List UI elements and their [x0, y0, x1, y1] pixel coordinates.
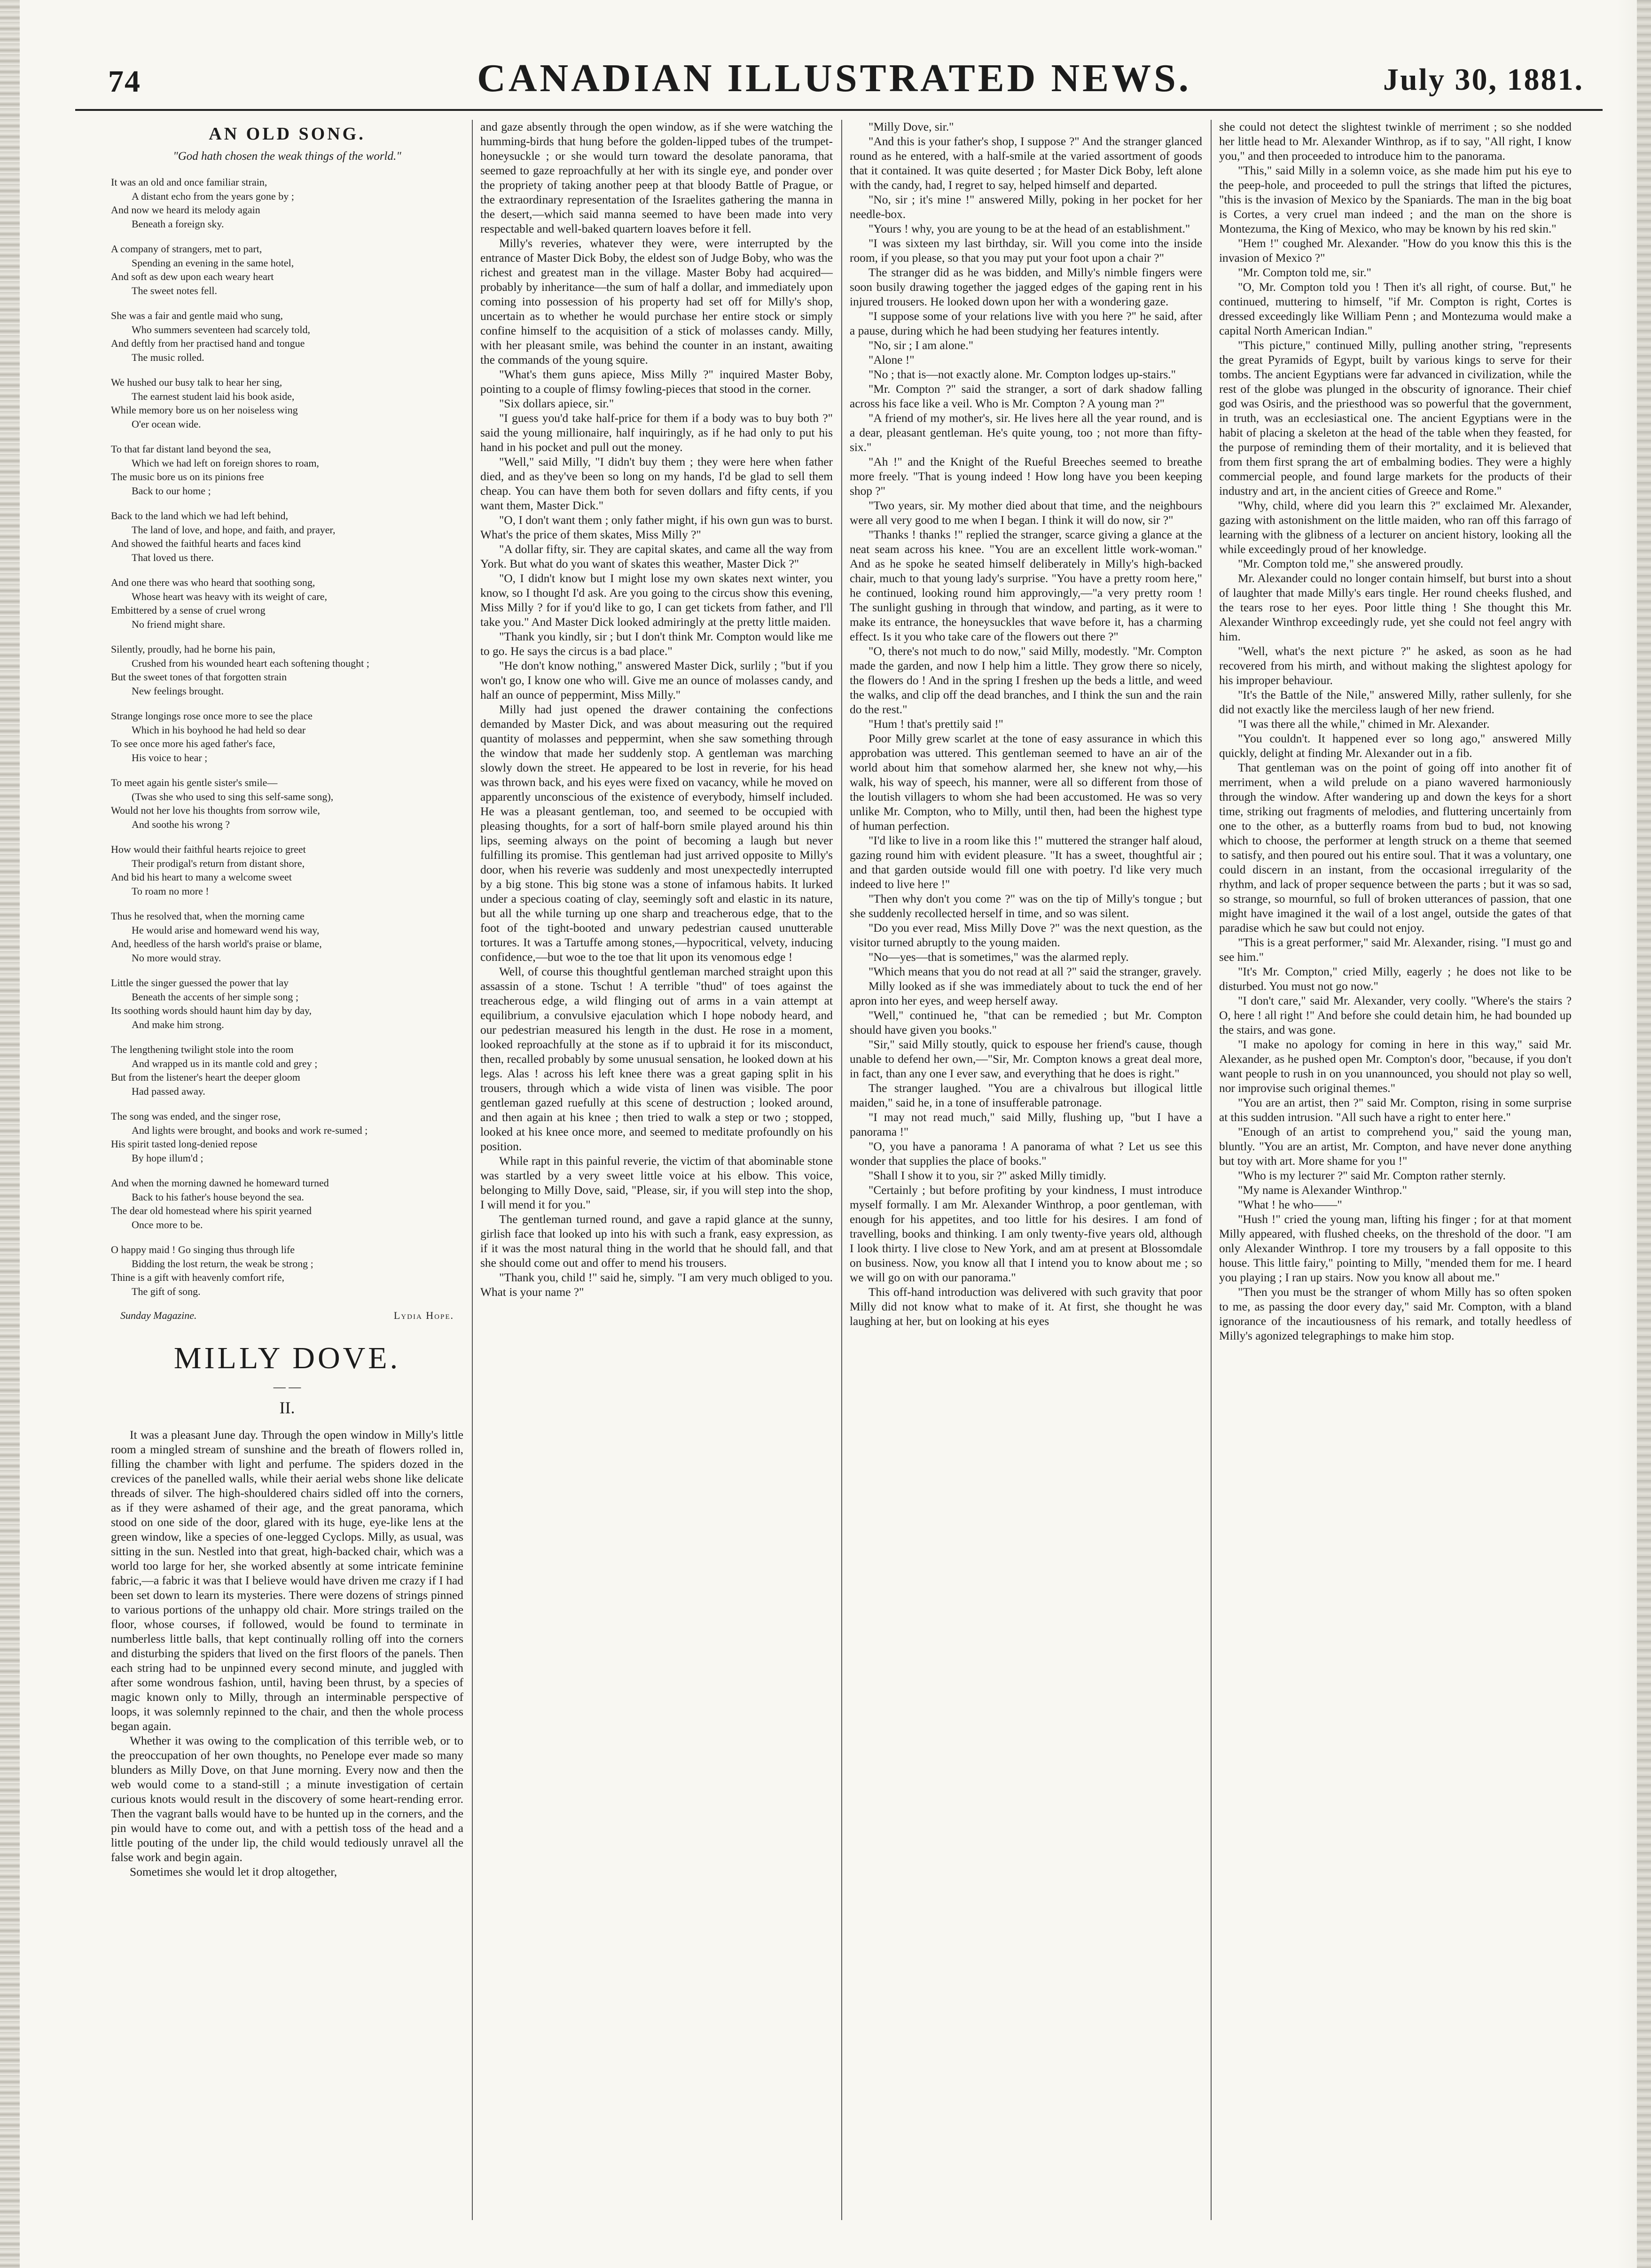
story-paragraph: "It's Mr. Compton," cried Milly, eagerly ; he does not like to be disturbed. You must not go now." — [1219, 965, 1572, 993]
poem-line: And wrapped us in its mantle cold and grey ; — [132, 1057, 318, 1069]
story-paragraph: "A friend of my mother's, sir. He lives here all the year round, and is a dear, pleasant gentleman. He's quite young, too ; not more than fifty-six." — [850, 412, 1202, 454]
story-paragraph: and gaze absently through the open window, as if she were watching the humming-birds that hung before the golden-lipped tubes of the trumpet-honeysuckle ; or she would turn toward the desolate panorama, that seemed to gaze reproachfully at her with its single eye, and ponder over the propriety of taking another peep at that bloody Battle of Prague, or the extraordinary representation of the Israelites gathering the manna in the desert,—which said manna seemed to have been made into very respectable and well-baked quartern loaves before it fell. — [480, 120, 833, 235]
story-paragraph: Well, of course this thoughtful gentleman marched straight upon this assassin of a stone. Tschut ! A terrible "thud" of toes against the treacherous edge, a wild flinging out of arms in a vain attempt at equilibrium, a convulsive ejaculation which I hope nobody heard, and our pedestrian measured his length in the dust. He rose in a moment, looked reproachfully at the stone as if to upbraid it for its misconduct, then, recalled probably by some unusual sensation, he looked down at his legs. Alas ! across his left knee there was a great gaping split in his trousers, through which a wide vista of linen was visible. The poor gentleman gazed ruefully at this scene of destruction ; looked around, and then again at his knee ; then tried to walk a step or two ; stopped, looked at his knee once more, and seemed to meditate profoundly on his position. — [480, 965, 833, 1153]
story-paragraph: Poor Milly grew scarlet at the tone of easy assurance in which this approbation was uttered. This gentleman seemed to have an air of the world about him that somehow alarmed her, she knew not why,—his walk, his way of speech, his manner, were all so different from those of the loutish villagers to whom she had been accustomed. He was so very unlike Mr. Compton, who to Milly, until then, had been the highest type of human perfection. — [850, 732, 1202, 833]
poem-line: The music bore us on its pinions free — [111, 471, 264, 483]
poem-line: We hushed our busy talk to hear her sing, — [111, 376, 282, 388]
poem-line: Once more to be. — [132, 1218, 203, 1231]
story-paragraph: "I'd like to live in a room like this !" muttered the stranger half aloud, gazing round him with evident pleasure. "It has a sweet, thoughtful air ; and that garden outside would fill one with poetry. I'd like very much indeed to live here !" — [850, 834, 1202, 891]
poem-line: Who summers seventeen had scarcely told, — [132, 323, 310, 335]
story-paragraph: "This," said Milly in a solemn voice, as she made him put his eye to the peep-hole, and proceeded to pull the strings that lifted the pictures, "this is the invasion of Mexico by the Spaniards. The man in the big boat is Cortes, a very cruel man indeed ; and the man on the shore is Montezuma, the King of Mexico, who may be known by his red skin." — [1219, 164, 1572, 235]
poem-line: That loved us there. — [132, 551, 214, 563]
story-paragraph: "My name is Alexander Winthrop." — [1238, 1184, 1407, 1197]
column-divider — [841, 120, 842, 2220]
story-text-column-2 — [480, 120, 833, 2239]
page-number: 74 — [108, 64, 141, 99]
story-paragraph: "I suppose some of your relations live with you here ?" he said, after a pause, during which he had been studying her features intently. — [850, 310, 1202, 337]
poem-line: To meet again his gentle sister's smile— — [111, 777, 278, 788]
story-paragraph: "Hem !" coughed Mr. Alexander. "How do you know this this is the invasion of Mexico ?" — [1219, 237, 1572, 265]
story-paragraph: "Well," said Milly, "I didn't buy them ; they were here when father died, and as they've been so long on my hands, I'd be glad to sell them cheap. You can have them both for seven dollars and fifty cents, if you want them, Master Dick." — [480, 455, 833, 512]
poem-source: Sunday Magazine. — [120, 1309, 197, 1321]
poem-line: Which in his boyhood he had held so dear — [132, 724, 306, 736]
story-paragraph: "No ; that is—not exactly alone. Mr. Compton lodges up-stairs." — [869, 368, 1176, 381]
story-paragraph: "Mr. Compton told me, sir." — [1238, 266, 1371, 279]
story-paragraph: "Sir," said Milly stoutly, quick to espouse her friend's cause, though unable to defend her own,—"Sir, Mr. Compton knows a great deal more, in fact, than any one I ever saw, and everything that he does is right." — [850, 1038, 1202, 1080]
issue-date: July 30, 1881. — [1383, 62, 1584, 97]
poem-line: A company of strangers, met to part, — [111, 243, 262, 255]
story-paragraph: That gentleman was on the point of going off into another fit of merriment, when a wild prelude on a piano wavered harmoniously through the window. After wandering up and down the keys for a short time, striking out fragments of melodies, and fluttering uncertainly from one to the other, as a butterfly roams from bud to bud, not knowing which to choose, the performer at length struck on a theme that seemed to satisfy, and then poured out his entire soul. That it was a voluntary, one could discern in an instant, from the occasional irregularity of the rhythm, and lack of proper sequence between the parts ; but it was so sad, so strange, so mournful, so full of broken utterances of passion, that one might have imagined it the wail of a lost angel, outside the gates of that paradise which he saw but could not enjoy. — [1219, 761, 1572, 935]
story-paragraph: "O, I don't want them ; only father might, if his own gun was to burst. What's the price of them skates, Miss Milly ?" — [480, 514, 833, 541]
story-paragraph: The gentleman turned round, and gave a rapid glance at the sunny, girlish face that looked up into his with such a frank, easy expression, as if it was the most natural thing in the world that he should fall, and that she should come out and offer to mend his trousers. — [480, 1213, 833, 1270]
poem-epigraph: "God hath chosen the weak things of the world." — [173, 150, 401, 163]
story-paragraph: It was a pleasant June day. Through the open window in Milly's little room a mingled stream of sunshine and the breath of flowers rolled in, filling the chamber with light and perfume. The spiders dozed in the crevices of the panelled walls, while their aerial webs shone like delicate threads of silver. The high-shouldered chairs sidled off into the corners, as if they were ashamed of their age, and the great panorama, which stood on one side of the door, glared with its huge, eye-like lens at the green window, like a species of one-legged Cyclops. Milly, as usual, was sitting in the sun. Nestled into that great, high-backed chair, which was a world too large for her, she worked absently at some intricate feminine fabric,—a fabric it was that I believe would have driven me crazy if I had been set down to learn its mysteries. There were dozens of strings pinned to various portions of the unhappy old chair. More strings trailed on the floor, whose courses, if followed, would be found to terminate in numberless little balls, that kept continually rolling off into the corners and disturbing the spiders that lived on the first floors of the panels. Then each string had to be unpinned every second minute, and juggled with after some wondrous fashion, until, having been thrust, by a species of magic known only to Milly, through an interminable perspective of loops, it was solemnly repinned to the chair, and then the whole process began again. — [111, 1428, 463, 1733]
story-paragraph: "Shall I show it to you, sir ?" asked Milly timidly. — [869, 1169, 1106, 1182]
poem-line: How would their faithful hearts rejoice to greet — [111, 843, 306, 855]
chapter-number: II. — [279, 1398, 295, 1417]
poem-line: And when the morning dawned he homeward turned — [111, 1177, 329, 1189]
poem-line: While memory bore us on her noiseless wing — [111, 404, 298, 416]
story-paragraph: "You couldn't. It happened ever so long ago," answered Milly quickly, delight at finding Mr. Alexander out in a fib. — [1219, 732, 1572, 760]
story-paragraph: "I guess you'd take half-price for them if a body was to buy both ?" said the young millionaire, half inquiringly, as if he had only to put his hand in his pocket and pull out the money. — [480, 412, 833, 454]
poem-line: She was a fair and gentle maid who sung, — [111, 310, 283, 321]
story-paragraph: This off-hand introduction was delivered with such gravity that poor Milly did not know what to make of it. At first, she thought he was laughing at her, but on looking at his eyes — [850, 1286, 1202, 1328]
poem-line: The earnest student laid his book aside, — [132, 390, 295, 402]
story-paragraph: "This is a great performer," said Mr. Alexander, rising. "I must go and see him." — [1219, 936, 1572, 964]
poem-line: The sweet notes fell. — [132, 284, 218, 296]
story-paragraph: "Enough of an artist to comprehend you," said the young man, bluntly. "You are an artist, Mr. Compton, and have never done anything but toy with art. More shame for you !" — [1219, 1125, 1572, 1168]
poem-line: His voice to hear ; — [132, 751, 208, 764]
poem-line: No friend might share. — [132, 618, 226, 630]
poem-line: By hope illum'd ; — [132, 1152, 203, 1164]
story-paragraph: While rapt in this painful reverie, the victim of that abominable stone was startled by a very sweet little voice at his elbow. This voice, belonging to Milly Dove, said, "Please, sir, if you will step into the shop, I will mend it for you." — [480, 1154, 833, 1211]
story-title-divider: — — — [273, 1380, 301, 1394]
story-paragraph: "Then why don't you come ?" was on the tip of Milly's tongue ; but she suddenly recollected herself in time, and so was silent. — [850, 892, 1202, 920]
poem-stanza — [111, 709, 463, 764]
poem-line: And soft as dew upon each weary heart — [111, 271, 274, 282]
story-paragraph: "I was there all the while," chimed in Mr. Alexander. — [1238, 717, 1490, 731]
poem-line: Back to his father's house beyond the sea. — [132, 1191, 304, 1203]
poem-line: The gift of song. — [132, 1285, 201, 1297]
poem-stanza — [111, 509, 463, 564]
story-paragraph: "Alone !" — [869, 353, 915, 366]
story-paragraph: "Certainly ; but before profiting by your kindness, I must introduce myself formally. I am Mr. Alexander Winthrop, a poor gentleman, with enough for his appetites, and too little for his desires. I am fond of travelling, books and thinking. I am only twenty-five years old, although I look thirty. I live close to New York, and am at present at Blossomdale on business. Now, you know all that I intend you to know about me ; so we will go on with our panorama." — [850, 1184, 1202, 1284]
poem-line: Their prodigal's return from distant shore, — [132, 857, 305, 869]
poem-line: Which we had left on foreign shores to roam, — [132, 457, 319, 469]
poem-line: And one there was who heard that soothing song, — [111, 577, 315, 588]
page-right-edge — [1637, 0, 1651, 2268]
column-divider — [1211, 120, 1212, 2220]
poem-stanza — [111, 175, 463, 231]
story-paragraph: "You are an artist, then ?" said Mr. Compton, rising in some surprise at this sudden intrusion. "All such have a right to enter here." — [1219, 1096, 1572, 1124]
story-paragraph: "O, there's not much to do now," said Milly, modestly. "Mr. Compton made the garden, and now I help him a little. They grow there so nicely, the flowers do ! And in the spring I freshen up the beds a little, and weed the walks, and clip off the dead branches, and I think the sun and the rain do the rest." — [850, 645, 1202, 716]
poem-body — [111, 175, 463, 1298]
column-divider — [472, 120, 473, 2220]
story-paragraph: Milly had just opened the drawer containing the confections demanded by Master Dick, and was about measuring out the required quantity of molasses and peppermint, when she saw something through the window that made her suddenly stop. A gentleman was marching slowly down the street. He appeared to be lost in reverie, for his head was thrown back, and his eyes were fixed on vacancy, while he moved on apparently unconscious of the existence of everybody, himself included. He was a pleasant gentleman, too, and seemed to be occupied with pleasing thoughts, for a sort of half-born smile played around his thin lips, seeming always on the point of becoming a laugh but never fulfilling its promise. This gentleman had just arrived opposite to Milly's door, when his reverie was suddenly and most unexpectedly interrupted by a big stone. This big stone was a stone of infamous habits. It lurked under a specious coating of clay, seemingly soft and elastic in its nature, but all the while turning up one sharp and treacherous edge, that to the foot of the tight-booted and unwary pedestrian caused unutterable tortures. It was a Tartuffe among stones,—hypocritical, velvety, inducing confidence,—but woe to the toe that lit upon its venomous edge ! — [480, 703, 833, 964]
poem-line: O'er ocean wide. — [132, 418, 201, 430]
story-paragraph: Whether it was owing to the complication of this terrible web, or to the preoccupation of her own thoughts, no Penelope ever made so many blunders as Milly Dove, on that June morning. Every now and then the web would come to a stand-still ; a minute investigation of certain curious knots would result in the discovery of some heart-rending error. Then the vagrant balls would have to be hunted up in the corners, and the pin would have to come out, and with a pettish toss of the head and a little pouting of the under lip, the child would tediously unravel all the false work and begin again. — [111, 1734, 463, 1864]
story-text-column-3 — [850, 120, 1202, 2239]
story-paragraph: "What ! he who——" — [1238, 1198, 1342, 1211]
poem-line: But the sweet tones of that forgotten strain — [111, 671, 287, 683]
story-paragraph: "I make no apology for coming in here in this way," said Mr. Alexander, as he pushed open Mr. Compton's door, "because, if you don't want people to rush in on you unannounced, you should not play so well, nor improvise such original themes." — [1219, 1038, 1572, 1095]
poem-stanza — [111, 375, 463, 431]
story-paragraph: Milly looked as if she was immediately about to tuck the end of her apron into her eyes, and weep herself away. — [850, 980, 1202, 1007]
poem-stanza — [111, 976, 463, 1031]
story-paragraph: "Then you must be the stranger of whom Milly has so often spoken to me, as passing the door every day," said Mr. Compton, with a bland ignorance of the incautiousness of his remark, and totally heedless of Milly's agonized telegraphings to make him stop. — [1219, 1286, 1572, 1342]
story-paragraph: "Ah !" and the Knight of the Rueful Breeches seemed to breathe more freely. "That is young indeed ! How long have you been keeping shop ?" — [850, 455, 1202, 498]
poem-line: But from the listener's heart the deeper gloom — [111, 1071, 300, 1083]
poem-line: And make him strong. — [132, 1018, 224, 1030]
poem-line: No more would stray. — [132, 951, 221, 964]
poem-line: Little the singer guessed the power that lay — [111, 977, 289, 989]
poem-line: And deftly from her practised hand and tongue — [111, 337, 305, 349]
poem-line: Beneath a foreign sky. — [132, 218, 224, 230]
poem-line: Would not her love his thoughts from sorrow wile, — [111, 804, 320, 816]
story-paragraph: Milly's reveries, whatever they were, were interrupted by the entrance of Master Dick Boby, the eldest son of Judge Boby, who was the richest and greatest man in the village. Master Boby had acquired—probably by inheritance—the sum of half a dollar, and immediately upon coming into possession of his property had set off for Milly's shop, uncertain as to whether he would purchase her entire stock or simply confine himself to the acquisition of a stick of molasses candy. Milly, with her pleasant smile, was behind the counter in an instant, awaiting the commands of the young squire. — [480, 237, 833, 366]
story-paragraph: "What's them guns apiece, Miss Milly ?" inquired Master Boby, pointing to a couple of flimsy fowling-pieces that stood in the corner. — [480, 368, 833, 396]
poem-line: Spending an evening in the same hotel, — [132, 257, 294, 269]
poem-line: Had passed away. — [132, 1085, 205, 1097]
story-paragraph: "I was sixteen my last birthday, sir. Will you come into the inside room, if you please, so that you may put your foot upon a chair ?" — [850, 237, 1202, 265]
story-paragraph: Sometimes she would let it drop altogether, — [130, 1865, 337, 1878]
poem-attribution — [120, 1309, 454, 1322]
poem-line: It was an old and once familiar strain, — [111, 176, 267, 188]
story-text-column-1 — [111, 1428, 463, 1879]
poem-line: (Twas she who used to sing this self-same song), — [132, 790, 334, 803]
story-paragraph: "Milly Dove, sir." — [869, 120, 954, 133]
story-text-column-4 — [1219, 120, 1572, 2239]
story-paragraph: "Mr. Compton told me," she answered proudly. — [1238, 557, 1463, 570]
story-paragraph: "No—yes—that is sometimes," was the alarmed reply. — [869, 951, 1129, 964]
story-paragraph: "Do you ever read, Miss Milly Dove ?" was the next question, as the visitor turned abruptly to the young maiden. — [850, 921, 1202, 949]
story-paragraph: "This picture," continued Milly, pulling another string, "represents the great Pyramids of Egypt, built by various kings to serve for their tombs. The ancient Egyptians were far advanced in civilization, while the rest of the globe was plunged in the obscurity of ignorance. Their chief god was Osiris, and the priesthood was so powerful that the government, in truth, was an ecclesiastical one. The ancient Egyptians were in the habit of placing a skeleton at the head of the table when they feasted, for the purpose of reminding them of their mortality, and it is believed that from them first sprang the art of embalming bodies. They were a highly commercial people, and found large markets for the products of their industry and art, in the ancient cities of Greece and Rome." — [1219, 339, 1572, 498]
poem-line: The land of love, and hope, and faith, and prayer, — [132, 523, 336, 536]
poem-line: He would arise and homeward wend his way, — [132, 924, 320, 936]
poem-line: And showed the faithful hearts and faces kind — [111, 538, 301, 549]
story-paragraph: "He don't know nothing," answered Master Dick, surlily ; "but if you won't go, I know one who will. Give me an ounce of molasses candy, and half an ounce of peppermint, Miss Milly." — [480, 659, 833, 701]
story-paragraph: "Well, what's the next picture ?" he asked, as soon as he had recovered from his mirth, and without making the slightest apology for his improper behaviour. — [1219, 645, 1572, 687]
poem-line: New feelings brought. — [132, 685, 224, 697]
masthead-title: CANADIAN ILLUSTRATED NEWS. — [477, 56, 1191, 100]
poem-stanza — [111, 642, 463, 698]
poem-stanza — [111, 576, 463, 631]
poem-line: Bidding the lost return, the weak be strong ; — [132, 1257, 313, 1270]
poem-stanza — [111, 309, 463, 364]
story-paragraph: "O, Mr. Compton told you ! Then it's all right, of course. But," he continued, muttering to himself, "if Mr. Compton is right, Cortes is dressed exceedingly like William Penn ; and Montezuma would make a capital North American Indian." — [1219, 281, 1572, 337]
page-left-edge — [0, 0, 20, 2268]
poem-stanza — [111, 442, 463, 498]
story-paragraph: "Well," continued he, "that can be remedied ; but Mr. Compton should have given you books." — [850, 1009, 1202, 1037]
poem-line: And lights were brought, and books and work re-sumed ; — [132, 1124, 368, 1136]
poem-line: And soothe his wrong ? — [132, 818, 230, 830]
poem-line: The song was ended, and the singer rose, — [111, 1110, 281, 1122]
poem-line: Its soothing words should haunt him day by day, — [111, 1005, 312, 1016]
poem-line: O happy maid ! Go singing thus through life — [111, 1244, 295, 1255]
column-1 — [111, 120, 463, 2239]
poem-line: Silently, proudly, had he borne his pain, — [111, 643, 275, 655]
story-paragraph: "Thank you, child !" said he, simply. "I am very much obliged to you. What is your name ?" — [480, 1271, 833, 1299]
poem-line: And bid his heart to many a welcome sweet — [111, 871, 292, 883]
poem-stanza — [111, 1109, 463, 1165]
story-paragraph: "And this is your father's shop, I suppose ?" And the stranger glanced round as he entered, with a half-smile at the varied assortment of goods that it contained. It was quite deserted ; for Master Dick Boby, left alone with the candy, had, I regret to say, helped himself and departed. — [850, 135, 1202, 192]
poem-title: AN OLD SONG. — [209, 124, 366, 144]
poem-line: Thine is a gift with heavenly comfort rife, — [111, 1271, 284, 1283]
story-paragraph: "I don't care," said Mr. Alexander, very coolly. "Where's the stairs ? O, here ! all right !" And before she could detain him, he had bounded up the stairs, and was gone. — [1219, 994, 1572, 1037]
story-paragraph: "Hush !" cried the young man, lifting his finger ; for at that moment Milly appeared, with flushed cheeks, on the threshold of the door. "I am only Alexander Winthrop. I tore my trousers by a fall opposite to this house. This little fairy," pointing to Milly, "mended them for me. I heard you playing ; I ran up stairs. Now you know all about me." — [1219, 1213, 1572, 1284]
story-paragraph: Mr. Alexander could no longer contain himself, but burst into a shout of laughter that made Milly's ears tingle. Her round cheeks flushed, and the tears rose to her eyes. Poor little thing ! She thought this Mr. Alexander Winthrop exceedingly rude, yet she could not feel angry with him. — [1219, 572, 1572, 643]
story-paragraph: "Two years, sir. My mother died about that time, and the neighbours were all very good to me when I began. I think it will do now, sir ?" — [850, 499, 1202, 527]
story-paragraph: "I may not read much," said Milly, flushing up, "but I have a panorama !" — [850, 1111, 1202, 1138]
poem-line: And, heedless of the harsh world's praise or blame, — [111, 938, 322, 950]
poem-line: Embittered by a sense of cruel wrong — [111, 604, 266, 616]
poem-line: To see once more his aged father's face, — [111, 738, 275, 749]
poem-line: Beneath the accents of her simple song ; — [132, 990, 298, 1003]
story-paragraph: "Yours ! why, you are young to be at the head of an establishment." — [869, 222, 1190, 235]
poem-line: The music rolled. — [132, 351, 204, 363]
poem-line: Strange longings rose once more to see the place — [111, 710, 313, 722]
poem-author: Lydia Hope. — [393, 1309, 454, 1321]
story-paragraph: "Who is my lecturer ?" said Mr. Compton rather sternly. — [1238, 1169, 1506, 1182]
poem-line: Back to the land which we had left behind, — [111, 510, 288, 522]
poem-line: Crushed from his wounded heart each softening thought ; — [132, 657, 369, 669]
story-paragraph: she could not detect the slightest twinkle of merriment ; so she nodded her little head to Mr. Alexander Winthrop, as if to say, "All right, I know you," and then proceeded to introduce him to the panorama. — [1219, 120, 1572, 163]
poem-line: His spirit tasted long-denied repose — [111, 1138, 258, 1150]
poem-line: To that far distant land beyond the sea, — [111, 443, 271, 455]
story-paragraph: "Thank you kindly, sir ; but I don't think Mr. Compton would like me to go. He says the circus is a bad place." — [480, 630, 833, 658]
poem-line: Thus he resolved that, when the morning came — [111, 910, 305, 922]
story-paragraph: "Which means that you do not read at all ?" said the stranger, gravely. — [869, 965, 1202, 978]
story-paragraph: "O, I didn't know but I might lose my own skates next winter, you know, so I thought I'd ask. Are you going to the circus show this evening, Miss Milly ? for if you'd like to go, I can get tickets from father, and I'll take you." And Master Dick looked admiringly at the pretty little maiden. — [480, 572, 833, 629]
poem-line: And now we heard its melody again — [111, 204, 260, 216]
poem-stanza — [111, 1176, 463, 1231]
poem-stanza — [111, 242, 463, 297]
story-paragraph: "Mr. Compton ?" said the stranger, a sort of dark shadow falling across his face like a veil. Who is Mr. Compton ? A young man ?" — [850, 382, 1202, 410]
story-paragraph: "O, you have a panorama ! A panorama of what ? Let us see this wonder that supplies the place of books." — [850, 1140, 1202, 1168]
story-paragraph: "Hum ! that's prettily said !" — [869, 717, 1003, 731]
page-header — [70, 55, 1598, 107]
story-paragraph: "Six dollars apiece, sir." — [499, 397, 614, 410]
poem-stanza — [111, 1043, 463, 1098]
story-title: MILLY DOVE. — [173, 1341, 401, 1375]
story-paragraph: The stranger laughed. "You are a chivalrous but illogical little maiden," said he, in a tone of insufferable patronage. — [850, 1082, 1202, 1109]
story-paragraph: "Why, child, where did you learn this ?" exclaimed Mr. Alexander, gazing with astonishment on the little maiden, who ran off this farrago of learning with the glibness of a lecturer on ancient history, looking all the while exceedingly proud of her knowledge. — [1219, 499, 1572, 556]
poem-line: The lengthening twilight stole into the room — [111, 1044, 294, 1055]
poem-line: Back to our home ; — [132, 484, 211, 497]
story-paragraph: "No, sir ; it's mine !" answered Milly, poking in her pocket for her needle-box. — [850, 193, 1202, 221]
story-paragraph: "Thanks ! thanks !" replied the stranger, scarce giving a glance at the neat seam across his knee. "You are an excellent little work-woman." And as he spoke he seated himself deliberately in Milly's high-backed chair, much to that young lady's surprise. "You have a pretty room here," he continued, looking round him approvingly,—"a very pretty room ! The sunlight gushing in through that window, and parting, as it were to make its entrance, the honeysuckles that wave before it, has a charming effect. Is it you who take care of the flowers out there ?" — [850, 528, 1202, 643]
poem-line: Whose heart was heavy with its weight of care, — [132, 590, 328, 602]
poem-stanza — [111, 842, 463, 898]
poem-stanza — [111, 909, 463, 965]
story-paragraph: "It's the Battle of the Nile," answered Milly, rather sullenly, for she did not exactly like the merciless laugh of her new friend. — [1219, 688, 1572, 716]
poem-line: The dear old homestead where his spirit yearned — [111, 1205, 312, 1216]
story-paragraph: "A dollar fifty, sir. They are capital skates, and came all the way from York. But what do you want of skates this weather, Master Dick ?" — [480, 543, 833, 570]
header-rule — [75, 109, 1603, 111]
poem-line: To roam no more ! — [132, 885, 209, 897]
story-paragraph: "No, sir ; I am alone." — [869, 339, 974, 352]
story-paragraph: The stranger did as he was bidden, and Milly's nimble fingers were soon busily drawing together the jagged edges of the gaping rent in his injured trousers. He looked down upon her with a wondering gaze. — [850, 266, 1202, 308]
poem-line: A distant echo from the years gone by ; — [132, 190, 294, 202]
poem-stanza — [111, 1243, 463, 1298]
poem-stanza — [111, 776, 463, 831]
